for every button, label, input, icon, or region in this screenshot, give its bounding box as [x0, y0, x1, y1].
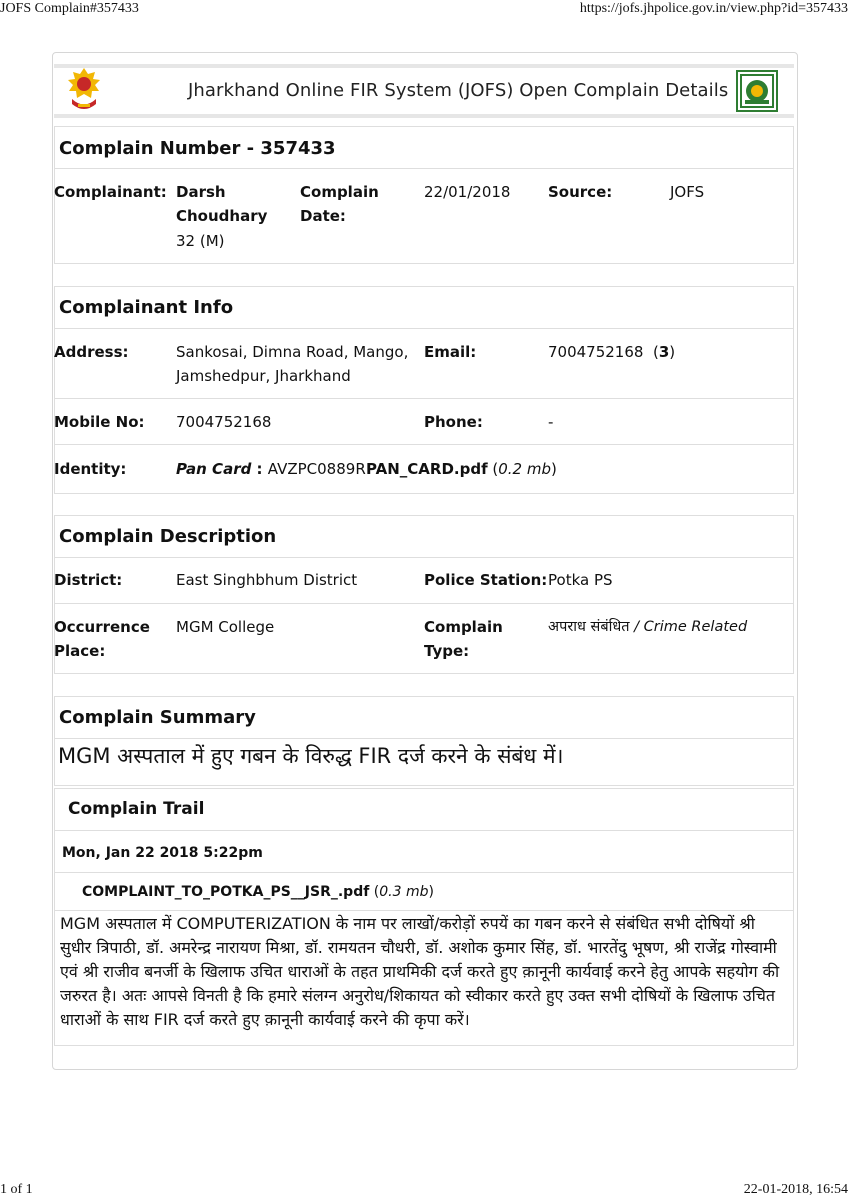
email-text: 7004752168 — [548, 343, 644, 361]
divider — [54, 398, 794, 399]
complainant-age: 32 (M) — [176, 232, 225, 250]
id-file: PAN_CARD.pdf (0.2 mb) — [366, 460, 557, 478]
complainant-name-line1: Darsh — [176, 183, 226, 201]
phone-label: Phone: — [424, 413, 483, 431]
occurrence-place-label-line2: Place: — [54, 642, 106, 660]
print-page-title: JOFS Complain#357433 — [0, 1, 139, 16]
divider — [54, 603, 794, 604]
complain-date-value: 22/01/2018 — [424, 183, 511, 201]
trail-attachment: COMPLAINT_TO_POTKA_PS__JSR_.pdf (0.3 mb) — [82, 884, 434, 900]
mobile-value: 7004752168 — [176, 413, 272, 431]
divider — [54, 738, 794, 739]
divider — [54, 830, 794, 831]
email-count-open: ( — [652, 343, 659, 361]
address-line1: Sankosai, Dimna Road, Mango, — [176, 343, 409, 361]
email-value — [548, 340, 675, 364]
source-value: JOFS — [670, 183, 705, 201]
print-footer — [0, 1180, 848, 1200]
complain-date-label-line2: Date: — [300, 207, 346, 225]
address-value — [176, 340, 408, 388]
complain-type-label — [424, 615, 503, 663]
trail-attachment-link[interactable]: COMPLAINT_TO_POTKA_PS__JSR_.pdf — [82, 884, 370, 900]
police-station-value: Potka PS — [548, 571, 613, 589]
complainant-info-heading: Complainant Info — [59, 297, 234, 318]
divider — [54, 910, 794, 911]
district-value: East Singhbhum District — [176, 571, 358, 589]
divider — [54, 557, 794, 558]
complain-type-hindi: अपराध संबंधित — [548, 619, 630, 635]
id-file-link[interactable]: PAN_CARD.pdf — [366, 460, 488, 478]
email-count-close: ) — [669, 343, 676, 361]
complain-type-english: Crime Related — [643, 619, 748, 635]
trail-timestamp: Mon, Jan 22 2018 5:22pm — [62, 845, 263, 861]
print-header — [0, 0, 848, 20]
occurrence-place-label — [54, 615, 150, 663]
divider — [54, 444, 794, 445]
id-type: Pan Card — [176, 460, 252, 478]
state-emblem — [736, 70, 778, 112]
complain-type-separator: / — [629, 619, 644, 635]
page-title: Jharkhand Online FIR System (JOFS) Open Complain Details — [188, 80, 729, 101]
police-logo — [62, 66, 106, 114]
occurrence-place-value: MGM College — [176, 618, 275, 636]
id-file-size: 0.2 mb — [498, 460, 551, 478]
print-datetime: 22-01-2018, 16:54 — [743, 1182, 848, 1197]
occurrence-place-label-line1: Occurrence — [54, 618, 150, 636]
complain-trail-heading: Complain Trail — [68, 799, 205, 819]
complain-description-heading: Complain Description — [59, 526, 277, 547]
email-label: Email: — [424, 343, 477, 361]
district-label: District: — [54, 571, 123, 589]
print-page-indicator: 1 of 1 — [0, 1182, 33, 1197]
complain-number-heading: Complain Number - 357433 — [59, 138, 336, 159]
complain-date-label — [300, 180, 379, 228]
id-separator: : — [251, 460, 268, 478]
complainant-name — [176, 180, 267, 228]
complain-type-label-line2: Type: — [424, 642, 470, 660]
divider — [54, 872, 794, 873]
complain-type-label-line1: Complain — [424, 618, 503, 636]
complainant-name-line2: Choudhary — [176, 207, 268, 225]
divider — [54, 168, 794, 169]
complain-summary-heading: Complain Summary — [59, 707, 256, 728]
address-label: Address: — [54, 343, 129, 361]
police-station-label: Police Station: — [424, 571, 548, 589]
trail-attachment-size: 0.3 mb — [379, 884, 429, 900]
source-label: Source: — [548, 183, 613, 201]
id-number: AVZPC0889R — [267, 460, 366, 478]
identity-label: Identity: — [54, 460, 127, 478]
phone-value: - — [548, 413, 554, 431]
complain-summary-text: MGM अस्पताल में हुए गबन के विरुद्ध FIR दर्ज करने के संबंध में। — [58, 744, 564, 768]
complain-type-value — [548, 615, 747, 639]
identity-value — [176, 457, 366, 481]
complainant-label: Complainant: — [54, 183, 167, 201]
complain-date-label-line1: Complain — [300, 183, 379, 201]
address-line2: Jamshedpur, Jharkhand — [176, 367, 351, 385]
email-count: 3 — [658, 343, 670, 361]
trail-description: MGM अस्पताल में COMPUTERIZATION के नाम पर लाखों/करोड़ों रुपयें का गबन करने से संबंधित सभी दोषियों श्री सुधीर त्रिपाठी, डॉ. अमरेन्द्र नारायण मिश्रा, डॉ. रामयतन चौधरी, डॉ. अशोक कुमार सिंह, डॉ. भारतेंदु भूषण, श्री राजेंद्र गोस्वामी एवं श्री राजीव बनर्जी के खिलाफ उचित धाराओं के तहत प्राथमिकी दर्ज करते हुए क़ानूनी कार्यवाई करने हेतु आपके सहयोग की जरुरत है। अतः आपसे विनती है कि हमारे संलग्न अनुरोध/शिकायत को स्वीकार करते हुए उक्त सभी दोषियों के खिलाफ उचित धाराओं के साथ FIR दर्ज करते हुए क़ानूनी कार्यवाई करने की कृपा करें। — [60, 914, 780, 1029]
mobile-label: Mobile No: — [54, 413, 145, 431]
print-page-url[interactable]: https://jofs.jhpolice.gov.in/view.php?id=357433 — [579, 1, 848, 16]
divider — [54, 328, 794, 329]
